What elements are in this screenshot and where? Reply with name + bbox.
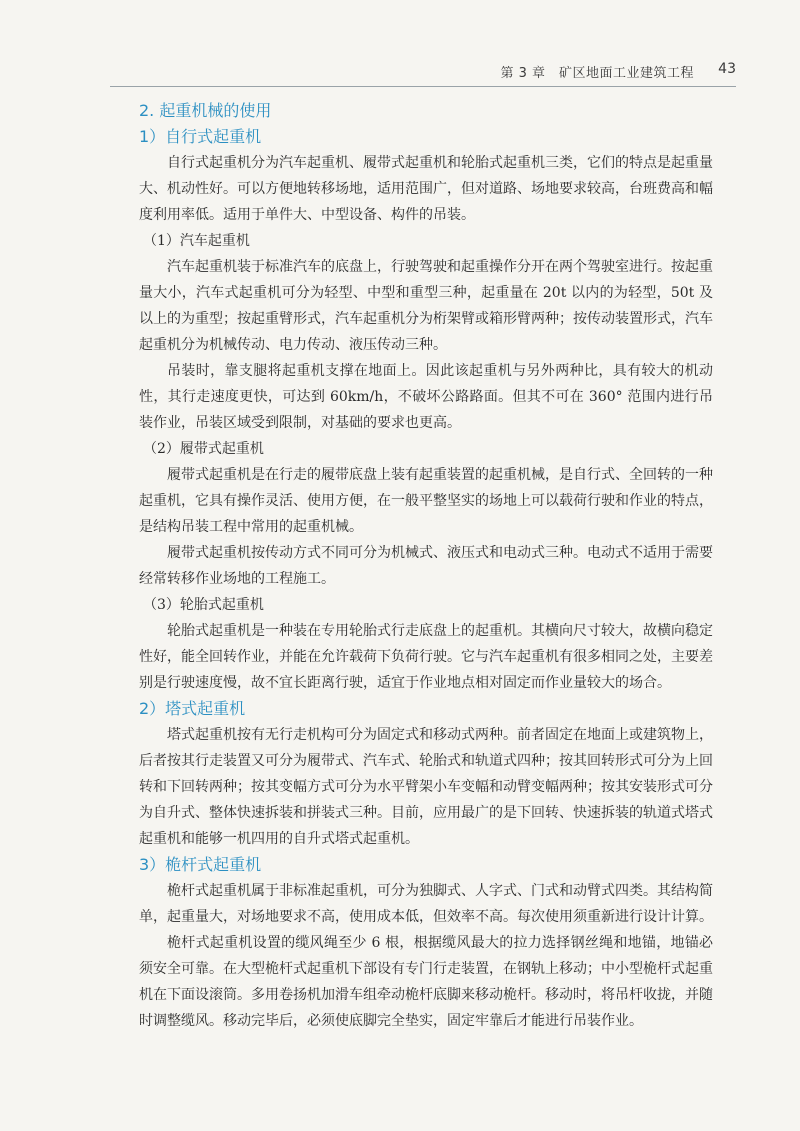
item-heading-truck-crane: （1）汽车起重机 xyxy=(143,233,250,249)
page-number: 43 xyxy=(718,61,736,77)
header-rule xyxy=(110,86,736,87)
paragraph-truck-crane-1: 汽车起重机装于标准汽车的底盘上，行驶驾驶和起重操作分开在两个驾驶室进行。按起重量大小，汽车式起重机可分为轻型、中型和重型三种，起重量在 20t 以内的为轻型，50t 及以上的为重型；按起重臂形式，汽车起重机分为桁架臂或箱形臂两种；按传动装置形式，汽车起重机分为机械传动、电力传动、液压传动三种。 xyxy=(139,259,713,353)
subsection-heading-mast-crane: 3）桅杆式起重机 xyxy=(139,855,262,874)
subsection-heading-mobile-crane: 1）自行式起重机 xyxy=(139,127,262,146)
subsection-heading-tower-crane: 2）塔式起重机 xyxy=(139,699,246,718)
page-body xyxy=(139,98,713,1034)
item-heading-tire-crane: （3）轮胎式起重机 xyxy=(143,597,264,613)
paragraph-mast-crane-2: 桅杆式起重机设置的缆风绳至少 6 根，根据缆风最大的拉力选择钢丝绳和地锚，地锚必须安全可靠。在大型桅杆式起重机下部设有专门行走装置，在钢轨上移动；中小型桅杆式起重机在下面设滚筒。多用卷扬机加滑车组牵动桅杆底脚来移动桅杆。移动时，将吊杆收拢，并随时调整缆风。移动完毕后，必须使底脚完全垫实，固定牢靠后才能进行吊装作业。 xyxy=(139,935,713,1029)
paragraph-mobile-crane-intro: 自行式起重机分为汽车起重机、履带式起重机和轮胎式起重机三类，它们的特点是起重量大、机动性好。可以方便地转移场地，适用范围广，但对道路、场地要求较高，台班费高和幅度利用率低。适用于单件大、中型设备、构件的吊装。 xyxy=(139,155,713,223)
paragraph-crawler-crane-1: 履带式起重机是在行走的履带底盘上装有起重装置的起重机械，是自行式、全回转的一种起重机，它具有操作灵活、使用方便，在一般平整坚实的场地上可以载荷行驶和作业的特点，是结构吊装工程中常用的起重机械。 xyxy=(139,467,713,535)
section-heading: 2. 起重机械的使用 xyxy=(139,101,272,120)
paragraph-tower-crane: 塔式起重机按有无行走机构可分为固定式和移动式两种。前者固定在地面上或建筑物上，后者按其行走装置又可分为履带式、汽车式、轮胎式和轨道式四种；按其回转形式可分为上回转和下回转两种；按其变幅方式可分为水平臂架小车变幅和动臂变幅两种；按其安装形式可分为自升式、整体快速拆装和拼装式三种。目前，应用最广的是下回转、快速拆装的轨道式塔式起重机和能够一机四用的自升式塔式起重机。 xyxy=(139,727,713,847)
chapter-title: 第 3 章 矿区地面工业建筑工程 xyxy=(500,66,694,81)
item-heading-crawler-crane: （2）履带式起重机 xyxy=(143,441,264,457)
running-header xyxy=(0,62,800,86)
paragraph-tire-crane: 轮胎式起重机是一种装在专用轮胎式行走底盘上的起重机。其横向尺寸较大，故横向稳定性好，能全回转作业，并能在允许载荷下负荷行驶。它与汽车起重机有很多相同之处，主要差别是行驶速度慢，故不宜长距离行驶，适宜于作业地点相对固定而作业量较大的场合。 xyxy=(139,623,713,691)
paragraph-truck-crane-2: 吊装时，靠支腿将起重机支撑在地面上。因此该起重机与另外两种比，具有较大的机动性，其行走速度更快，可达到 60km/h，不破坏公路路面。但其不可在 360° 范围内进行吊装作业，吊装区域受到限制，对基础的要求也更高。 xyxy=(139,363,713,431)
paragraph-crawler-crane-2: 履带式起重机按传动方式不同可分为机械式、液压式和电动式三种。电动式不适用于需要经常转移作业场地的工程施工。 xyxy=(139,545,713,587)
paragraph-mast-crane-1: 桅杆式起重机属于非标准起重机，可分为独脚式、人字式、门式和动臂式四类。其结构简单，起重量大，对场地要求不高，使用成本低，但效率不高。每次使用须重新进行设计计算。 xyxy=(139,883,713,925)
